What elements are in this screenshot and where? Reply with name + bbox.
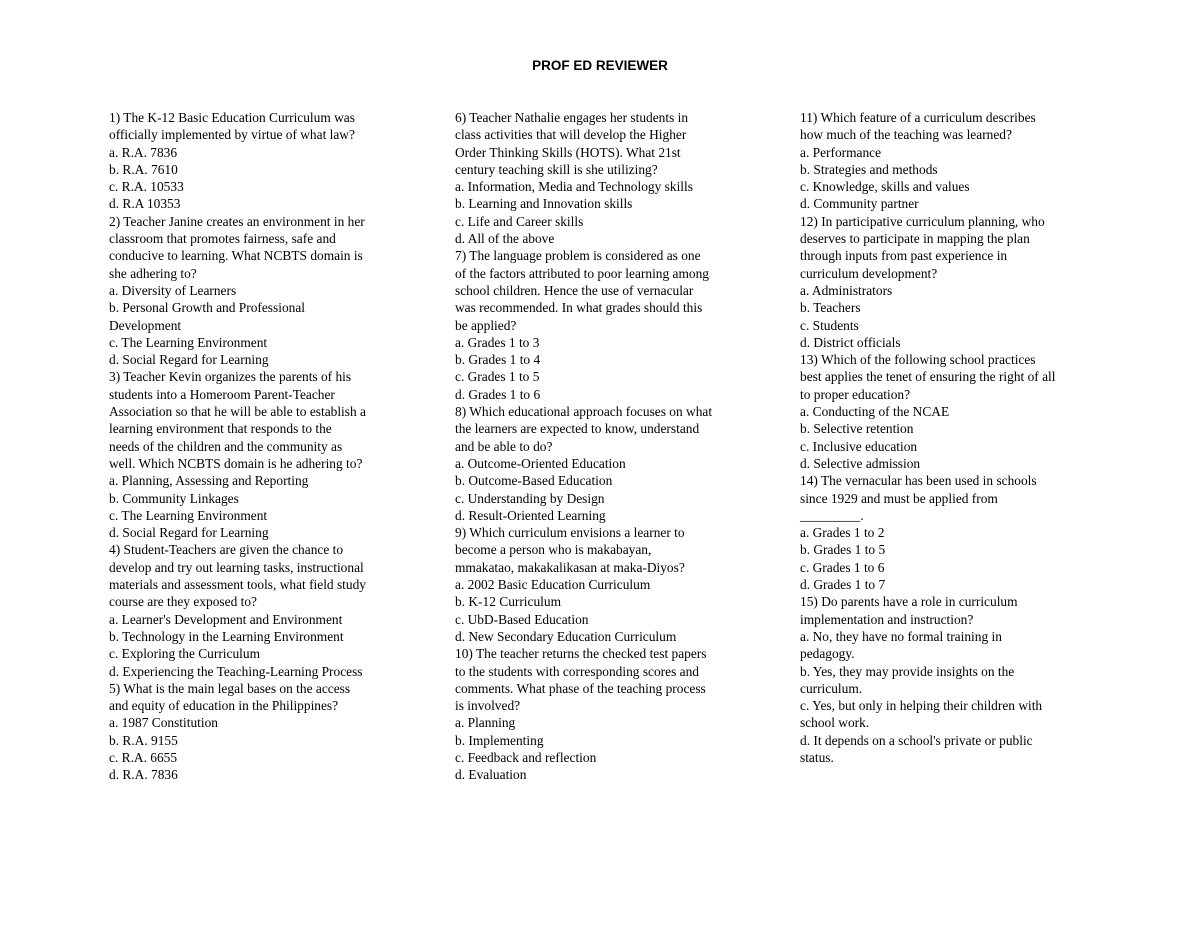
text-line: b. Technology in the Learning Environment — [109, 628, 344, 644]
text-line: a. Information, Media and Technology skills — [455, 179, 693, 195]
text-line: a. Grades 1 to 3 — [455, 334, 540, 350]
text-line: d. Experiencing the Teaching-Learning Process — [109, 663, 363, 679]
text-line: d. Community partner — [800, 196, 919, 212]
text-line: b. Grades 1 to 5 — [800, 542, 886, 558]
text-line: 12) In participative curriculum planning, who — [800, 213, 1045, 229]
text-line: b. Personal Growth and Professional — [109, 300, 305, 316]
text-line: c. Exploring the Curriculum — [109, 646, 260, 662]
text-line: Order Thinking Skills (HOTS). What 21st — [455, 144, 681, 160]
text-line: to proper education? — [800, 386, 911, 402]
text-line: a. Administrators — [800, 282, 893, 298]
text-line: b. Outcome-Based Education — [455, 473, 613, 489]
text-line: a. Learner's Development and Environment — [109, 611, 343, 627]
text-line: course are they exposed to? — [109, 594, 257, 610]
text-line: a. Diversity of Learners — [109, 282, 237, 298]
text-line: 11) Which feature of a curriculum describes — [800, 110, 1036, 125]
text-line: b. Grades 1 to 4 — [455, 352, 541, 368]
text-line: and be able to do? — [455, 438, 553, 454]
text-line: b. R.A. 9155 — [109, 732, 178, 748]
text-line: b. Community Linkages — [109, 490, 239, 506]
text-line: d. Grades 1 to 7 — [800, 577, 886, 593]
text-line: learning environment that responds to the — [109, 421, 332, 437]
text-line: officially implemented by virtue of what law? — [109, 127, 355, 143]
column-2 — [455, 109, 785, 784]
text-line: a. R.A. 7836 — [109, 144, 178, 160]
text-line: c. The Learning Environment — [109, 334, 268, 350]
text-line: c. UbD-Based Education — [455, 611, 589, 627]
text-line: 15) Do parents have a role in curriculum — [800, 594, 1018, 610]
text-line: a. Outcome-Oriented Education — [455, 455, 626, 471]
text-line: implementation and instruction? — [800, 611, 974, 627]
text-line: a. Conducting of the NCAE — [800, 404, 950, 420]
text-line: students into a Homeroom Parent-Teacher — [109, 386, 335, 402]
page-title: PROF ED REVIEWER — [532, 58, 668, 73]
text-line: d. All of the above — [455, 231, 555, 247]
text-line: c. Knowledge, skills and values — [800, 179, 970, 195]
text-line: a. 1987 Constitution — [109, 715, 218, 731]
text-line: d. New Secondary Education Curriculum — [455, 628, 677, 644]
text-line: status. — [800, 749, 834, 765]
text-line: d. Selective admission — [800, 455, 921, 471]
text-line: develop and try out learning tasks, instructional — [109, 559, 364, 575]
text-line: Development — [109, 317, 182, 333]
text-line: conducive to learning. What NCBTS domain is — [109, 248, 363, 264]
text-line: well. Which NCBTS domain is he adhering to? — [109, 455, 363, 471]
text-line: _________. — [800, 507, 864, 523]
text-line: 7) The language problem is considered as one — [455, 248, 701, 264]
text-line: c. R.A. 10533 — [109, 179, 184, 195]
text-line: a. Planning, Assessing and Reporting — [109, 473, 309, 489]
text-line: to the students with corresponding scores and — [455, 663, 699, 679]
text-line: the learners are expected to know, understand — [455, 421, 700, 437]
text-line: curriculum development? — [800, 265, 938, 281]
text-line: 1) The K-12 Basic Education Curriculum was — [109, 110, 355, 125]
text-line: school children. Hence the use of vernacular — [455, 282, 694, 298]
text-line: deserves to participate in mapping the plan — [800, 231, 1030, 247]
text-line: is involved? — [455, 698, 521, 714]
text-line: c. Grades 1 to 6 — [800, 559, 885, 575]
text-line: was recommended. In what grades should this — [455, 300, 703, 316]
text-line: 14) The vernacular has been used in schools — [800, 473, 1037, 489]
text-line: b. Implementing — [455, 732, 544, 748]
text-line: a. Planning — [455, 715, 516, 731]
text-line: b. Learning and Innovation skills — [455, 196, 633, 212]
text-line: 10) The teacher returns the checked test papers — [455, 646, 707, 662]
text-line: c. Grades 1 to 5 — [455, 369, 540, 385]
text-line: be applied? — [455, 317, 517, 333]
text-line: best applies the tenet of ensuring the right of all — [800, 369, 1056, 385]
text-line: b. R.A. 7610 — [109, 161, 178, 177]
text-line: c. The Learning Environment — [109, 507, 268, 523]
text-line: d. Social Regard for Learning — [109, 352, 269, 368]
text-line: 5) What is the main legal bases on the access — [109, 680, 351, 696]
text-line: Association so that he will be able to establish a — [109, 404, 366, 420]
text-line: she adhering to? — [109, 265, 197, 281]
text-line: 3) Teacher Kevin organizes the parents of his — [109, 369, 352, 385]
text-line: mmakatao, makakalikasan at maka-Diyos? — [455, 559, 685, 575]
text-line: d. R.A 10353 — [109, 196, 181, 212]
text-line: d. R.A. 7836 — [109, 767, 178, 783]
text-line: school work. — [800, 715, 870, 731]
text-line: curriculum. — [800, 680, 863, 696]
text-line: comments. What phase of the teaching process — [455, 680, 706, 696]
text-line: d. Result-Oriented Learning — [455, 507, 606, 523]
text-line: since 1929 and must be applied from — [800, 490, 998, 506]
text-line: c. Understanding by Design — [455, 490, 605, 506]
text-line: pedagogy. — [800, 646, 855, 662]
text-line: d. It depends on a school's private or public — [800, 732, 1033, 748]
text-line: a. No, they have no formal training in — [800, 628, 1002, 644]
text-line: class activities that will develop the Higher — [455, 127, 687, 143]
text-line: classroom that promotes fairness, safe and — [109, 231, 336, 247]
column-3 — [800, 109, 1130, 766]
text-line: of the factors attributed to poor learning among — [455, 265, 709, 281]
text-line: d. District officials — [800, 334, 901, 350]
text-line: d. Grades 1 to 6 — [455, 386, 541, 402]
text-line: century teaching skill is she utilizing? — [455, 161, 658, 177]
text-line: c. Feedback and reflection — [455, 749, 597, 765]
text-line: 13) Which of the following school practices — [800, 352, 1036, 368]
text-line: c. Inclusive education — [800, 438, 918, 454]
text-line: a. Performance — [800, 144, 882, 160]
text-line: 8) Which educational approach focuses on what — [455, 404, 713, 420]
text-line: and equity of education in the Philippines? — [109, 698, 339, 714]
text-line: b. Selective retention — [800, 421, 914, 437]
text-line: 2) Teacher Janine creates an environment in her — [109, 213, 365, 229]
text-line: 4) Student-Teachers are given the chance to — [109, 542, 344, 558]
text-line: b. Teachers — [800, 300, 861, 316]
text-line: d. Evaluation — [455, 767, 527, 783]
text-line: a. Grades 1 to 2 — [800, 525, 885, 541]
text-line: c. Yes, but only in helping their children with — [800, 698, 1043, 714]
text-line: c. R.A. 6655 — [109, 749, 178, 765]
text-line: needs of the children and the community as — [109, 438, 343, 454]
text-line: b. Yes, they may provide insights on the — [800, 663, 1015, 679]
text-line: materials and assessment tools, what field study — [109, 577, 366, 593]
text-line: 6) Teacher Nathalie engages her students in — [455, 110, 689, 125]
text-line: c. Life and Career skills — [455, 213, 584, 229]
text-line: become a person who is makabayan, — [455, 542, 652, 558]
text-line: through inputs from past experience in — [800, 248, 1008, 264]
column-1 — [109, 109, 439, 784]
text-line: c. Students — [800, 317, 859, 333]
text-line: 9) Which curriculum envisions a learner to — [455, 525, 685, 541]
text-line: how much of the teaching was learned? — [800, 127, 1012, 143]
text-line: b. Strategies and methods — [800, 161, 938, 177]
text-line: a. 2002 Basic Education Curriculum — [455, 577, 651, 593]
text-line: b. K-12 Curriculum — [455, 594, 561, 610]
text-line: d. Social Regard for Learning — [109, 525, 269, 541]
